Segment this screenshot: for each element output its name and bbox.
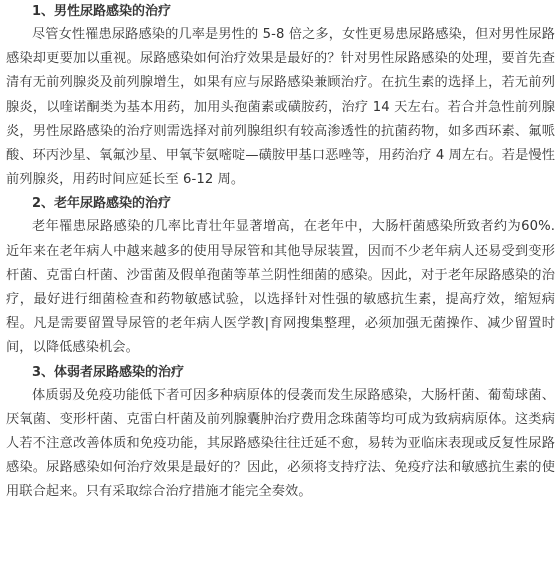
section-paragraph-elderly: 老年罹患尿路感染的几率比青壮年显著增高，在老年中，大肠杆菌感染所致者约为60%.近年来在老年病人中越来越多的使用导尿管和其他导尿装置，因而不少老年病人还易受到变形杆菌、克雷白杆菌、沙雷菌及假单孢菌等革兰阴性细菌的感染。因此，对于老年尿路感染的治疗，最好进行细菌检查和药物敏感试验，以选择针对性强的敏感抗生素，提高疗效，缩短病程。凡是需要留置导尿管的老年病人医学教|育网搜集整理，必须加强无菌操作、减少留置时间，以降低感染机会。 bbox=[6, 219, 555, 356]
section-paragraph-male: 尽管女性罹患尿路感染的几率是男性的 5-8 倍之多，女性更易患尿路感染，但对男性尿路感染却更要加以重视。尿路感染如何治疗效果是最好的？针对男性尿路感染的处理，要首先查清有无前列腺炎及前列腺增生，如果有应与尿路感染兼顾治疗。在抗生素的选择上，若无前列腺炎，以喹诺酮类为基本用药，加用头孢菌素或磺胺药，治疗 14 天左右。若合并急性前列腺炎，男性尿路感染的治疗则需选择对前列腺组织有较高渗透性的抗菌药物，如多西环素、氟哌酸、环丙沙星、氧氟沙星、甲氧苄氨嘧啶—磺胺甲基口恶唑等，用药治疗 4 周左右。若是慢性前列腺炎，用药时间应延长至 6-12 周。 bbox=[6, 27, 555, 188]
section-heading-weak: 3、体弱者尿路感染的治疗 bbox=[32, 364, 185, 380]
section-heading-male: 1、男性尿路感染的治疗 bbox=[32, 4, 172, 19]
section-paragraph-weak: 体质弱及免疫功能低下者可因多种病原体的侵袭而发生尿路感染，大肠杆菌、葡萄球菌、厌氧菌、变形杆菌、克雷白杆菌及前列腺囊肿治疗费用念珠菌等均可成为致病病原体。这类病人若不注意改善体质和免疫功能，其尿路感染往往迁延不愈，易转为亚临床表现或反复性尿路感染。尿路感染如何治疗效果是最好的？因此，必须将支持疗法、免疫疗法和敏感抗生素的使用联合起来。只有采取综合治疗措施才能完全奏效。 bbox=[6, 387, 555, 500]
section-heading-elderly: 2、老年尿路感染的治疗 bbox=[32, 196, 172, 212]
